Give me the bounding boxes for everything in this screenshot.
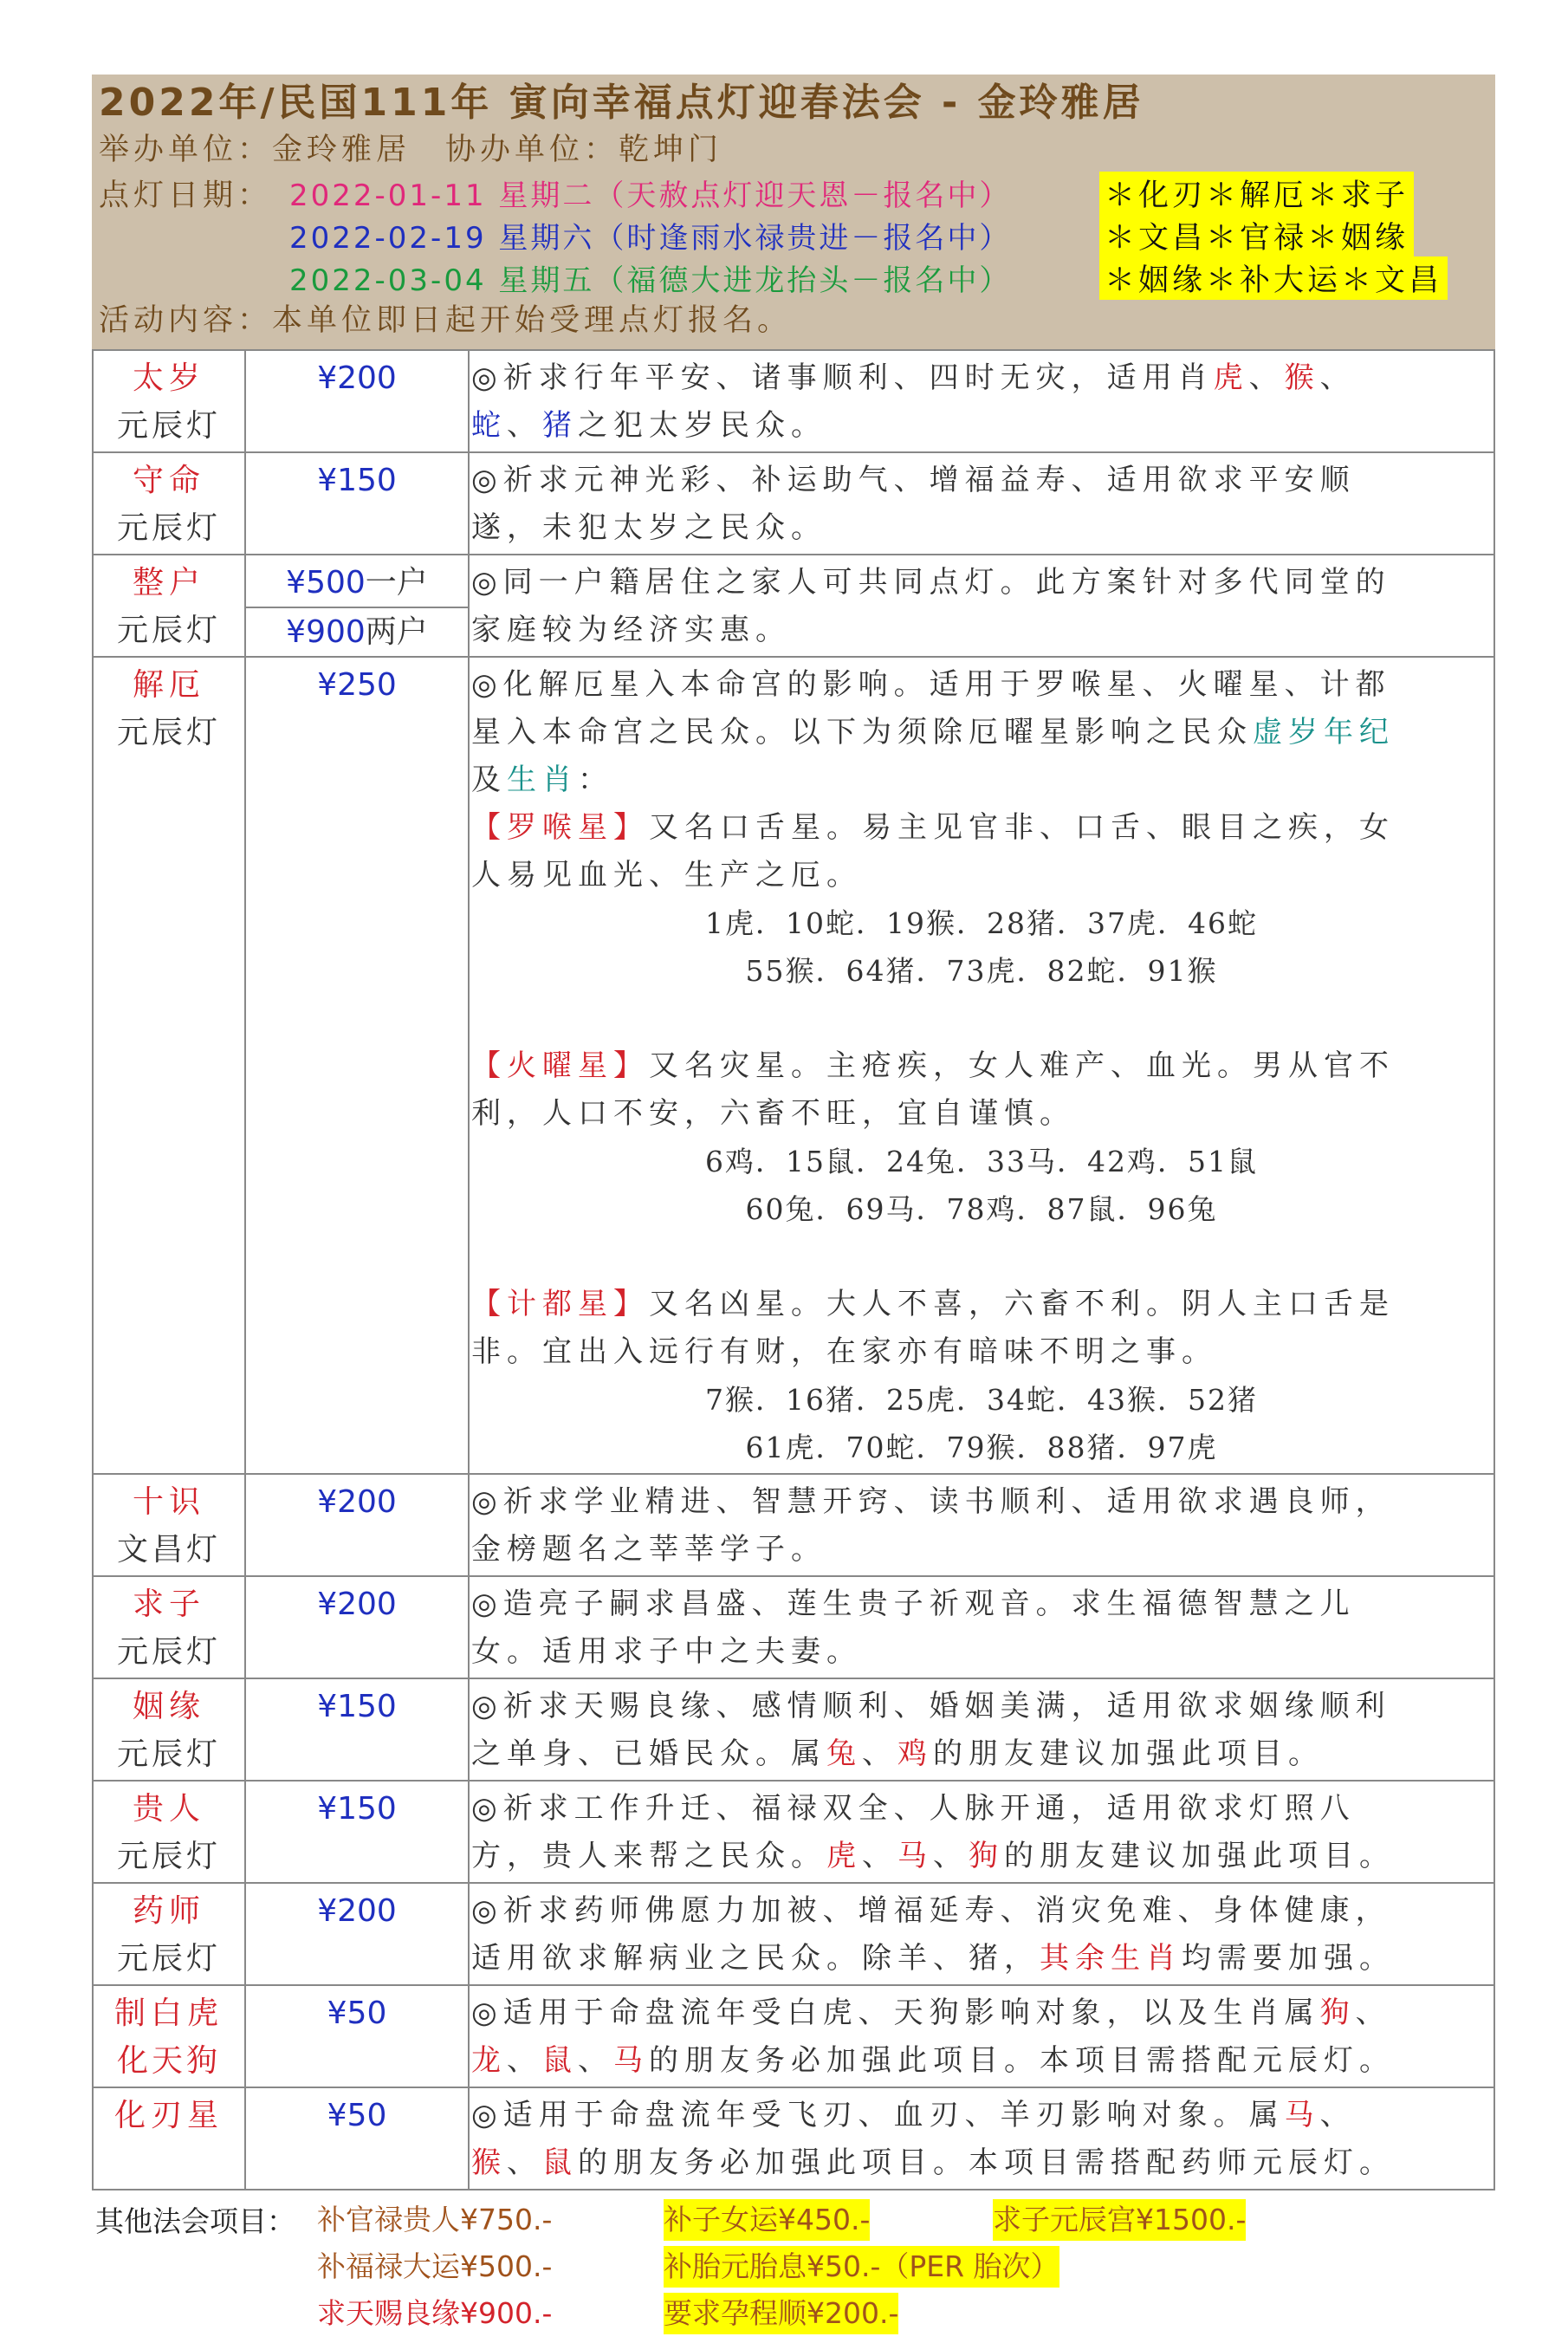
lamp-name-cell <box>93 1576 245 1678</box>
lamp-name: 太岁 <box>132 360 205 396</box>
activity-line: 活动内容：本单位即日起开始受理点灯报名。 <box>99 303 793 338</box>
dates-label: 点灯日期： <box>99 178 273 213</box>
date-row <box>99 256 1487 299</box>
lamp-table <box>92 349 1495 2190</box>
other-item: 补胎元胎息¥50.-（PER 胎次） <box>664 2246 1059 2288</box>
date-text: 2022-03-04 星期五（福德大进龙抬头－报名中） <box>289 263 1012 298</box>
lamp-type: 文昌灯 <box>116 1532 221 1567</box>
lamp-price-cell <box>245 1781 469 1883</box>
organizer-line: 举办单位：金玲雅居 协办单位：乾坤门 <box>99 133 723 167</box>
lamp-price: ¥150 <box>317 463 397 498</box>
lamp-price-cell <box>245 1474 469 1576</box>
lamp-price-cell <box>245 1576 469 1678</box>
lamp-name-cell <box>93 1781 245 1883</box>
lamp-name: 制白虎 <box>113 1996 224 2031</box>
lamp-row <box>93 555 1494 657</box>
lamp-price: ¥200 <box>317 360 397 396</box>
lamp-description: ◎祈求学业精进、智慧开窍、读书顺利、适用欲求遇良师， 金榜题名之莘莘学子。 <box>469 1474 1494 1576</box>
lamp-type: 元辰灯 <box>116 510 221 546</box>
zodiac-age-row: 55猴．64猪．73虎．82蛇．91猴 <box>745 954 1218 988</box>
lamp-price: ¥50 <box>327 1996 387 2031</box>
other-item: 求子元辰宫¥1500.- <box>993 2199 1246 2241</box>
lamp-row <box>93 1474 1494 1576</box>
other-item: 要求孕程顺¥200.- <box>664 2293 898 2334</box>
lamp-name: 贵人 <box>132 1791 205 1827</box>
lamp-type: 元辰灯 <box>116 408 221 444</box>
lamp-price-cell <box>245 1985 469 2087</box>
lamp-price-cell <box>245 1678 469 1781</box>
lamp-type: 元辰灯 <box>116 1736 221 1772</box>
lamp-description: ◎祈求工作升迁、福禄双全、人脉开通，适用欲求灯照八 方，贵人来帮之民众。虎、马、狗的朋友建议加强此项目。 <box>469 1781 1494 1883</box>
lamp-row <box>93 657 1494 1474</box>
lamp-price-alt: ¥900两户 <box>246 607 468 656</box>
lamp-name: 药师 <box>132 1893 205 1929</box>
lamp-name: 解厄 <box>132 667 205 703</box>
lamp-price-cell <box>245 555 469 657</box>
other-item: 求天赐良缘¥900.- <box>317 2296 553 2330</box>
other-item: 补子女运¥450.- <box>664 2199 870 2241</box>
lamp-name-cell <box>93 350 245 452</box>
lamp-price-cell <box>245 2087 469 2190</box>
lamp-name: 求子 <box>132 1587 205 1622</box>
lamp-name: 十识 <box>132 1484 205 1520</box>
zodiac-age-row: 1虎．10蛇．19猴．28猪．37虎．46蛇 <box>705 906 1258 940</box>
lamp-row <box>93 452 1494 555</box>
lamp-type: 化天狗 <box>116 2043 221 2079</box>
zodiac-age-row: 6鸡．15鼠．24兔．33马．42鸡．51鼠 <box>705 1145 1258 1178</box>
lamp-description: ◎造亮子嗣求昌盛、莲生贵子祈观音。求生福德智慧之儿 女。适用求子中之夫妻。 <box>469 1576 1494 1678</box>
date-text: 2022-01-11 星期二（天赦点灯迎天恩－报名中） <box>289 178 1012 213</box>
lamp-description: ◎祈求天赐良缘、感情顺利、婚姻美满，适用欲求姻缘顺利 之单身、已婚民众。属兔、鸡的朋友建议加强此项目。 <box>469 1678 1494 1781</box>
lamp-row <box>93 1883 1494 1985</box>
lamp-name: 整户 <box>132 565 205 600</box>
lamp-festival-sheet <box>92 75 1495 2343</box>
lamp-name-cell <box>93 657 245 1474</box>
lamp-type: 元辰灯 <box>116 613 221 648</box>
lamp-description: ◎同一户籍居住之家人可共同点灯。此方案针对多代同堂的 家庭较为经济实惠。 <box>469 555 1494 657</box>
date-tags: ＊姻缘＊补大运＊文昌 <box>1099 256 1448 300</box>
date-tags: ＊文昌＊官禄＊姻缘 <box>1099 214 1414 257</box>
page-title: 2022年/民国111年 寅向幸福点灯迎春法会 - 金玲雅居 <box>99 81 1144 125</box>
lamp-row <box>93 1576 1494 1678</box>
lamp-row <box>93 350 1494 452</box>
zodiac-age-row: 61虎．70蛇．79猴．88猪．97虎 <box>745 1431 1218 1464</box>
lamp-description: ◎祈求药师佛愿力加被、增福延寿、消灾免难、身体健康， 适用欲求解病业之民众。除羊、猪，其余生肖均需要加强。 <box>469 1883 1494 1985</box>
lamp-description: ◎祈求元神光彩、补运助气、增福益寿、适用欲求平安顺 遂，未犯太岁之民众。 <box>469 452 1494 555</box>
lamp-price: ¥200 <box>317 1484 397 1520</box>
lamp-price: ¥500一户 <box>286 565 428 600</box>
lamp-name-cell <box>93 1883 245 1985</box>
lamp-name-cell <box>93 2087 245 2190</box>
lamp-name: 姻缘 <box>132 1689 205 1724</box>
lamp-description: ◎化解厄星入本命宫的影响。适用于罗喉星、火曜星、计都 星入本命宫之民众。以下为须除厄曜星影响之民众虚岁年纪 及生肖： 【罗喉星】又名口舌星。易主见官非、口舌、眼目之疾，女 人易见血光、生产之厄。 1虎．10蛇．19猴．28猪．37虎．46蛇 55猴．64猪．73虎．82蛇．91猴 【火曜星】又名灾星。主疮疾，女人难产、血光。男从官不 利，人口不安，六畜不旺，宜自谨慎。 6鸡．15鼠．24兔．33马．42鸡．51鼠 60兔．69马．78鸡．87鼠．96兔 【计都星】又名凶星。大人不喜，六畜不利。阴人主口舌是 非。宜出入远行有财，在家亦有暗味不明之事。 7猴．16猪．25虎．34蛇．43猴．52猪 61虎．70蛇．79猴．88猪．97虎 <box>469 657 1494 1474</box>
other-item: 补官禄贵人¥750.- <box>317 2203 553 2236</box>
lamp-row <box>93 1678 1494 1781</box>
lamp-price-cell <box>245 1883 469 1985</box>
lamp-price: ¥200 <box>317 1587 397 1622</box>
date-text: 2022-02-19 星期六（时逢雨水禄贵进－报名中） <box>289 221 1012 256</box>
lamp-description: ◎适用于命盘流年受飞刃、血刃、羊刃影响对象。属马、 猴、鼠的朋友务必加强此项目。本项目需搭配药师元辰灯。 <box>469 2087 1494 2190</box>
lamp-price: ¥250 <box>317 667 397 703</box>
lamp-name-cell <box>93 1678 245 1781</box>
header-block <box>92 75 1495 349</box>
lamp-description: ◎适用于命盘流年受白虎、天狗影响对象，以及生肖属狗、 龙、鼠、马的朋友务必加强此项目。本项目需搭配元辰灯。 <box>469 1985 1494 2087</box>
lamp-name: 守命 <box>132 463 205 498</box>
lamp-type: 元辰灯 <box>116 1941 221 1976</box>
lamp-row <box>93 1985 1494 2087</box>
lamp-name-cell <box>93 1474 245 1576</box>
lamp-name: 化刃星 <box>113 2098 224 2133</box>
lamp-type: 元辰灯 <box>116 715 221 750</box>
lamp-name-cell <box>93 555 245 657</box>
lighting-dates <box>99 172 1487 299</box>
date-row <box>99 172 1487 214</box>
lamp-price-cell <box>245 350 469 452</box>
lamp-row <box>93 1781 1494 1883</box>
lamp-type: 元辰灯 <box>116 1634 221 1670</box>
other-item: 补福禄大运¥500.- <box>317 2249 553 2283</box>
other-items-label: 其他法会项目： <box>95 2204 295 2238</box>
lamp-price-cell <box>245 452 469 555</box>
lamp-name-cell <box>93 452 245 555</box>
lamp-description: ◎祈求行年平安、诸事顺利、四时无灾，适用肖虎、猴、 蛇、猪之犯太岁民众。 <box>469 350 1494 452</box>
zodiac-age-row: 7猴．16猪．25虎．34蛇．43猴．52猪 <box>705 1383 1258 1417</box>
zodiac-age-row: 60兔．69马．78鸡．87鼠．96兔 <box>745 1192 1218 1226</box>
lamp-price: ¥150 <box>317 1689 397 1724</box>
lamp-name-cell <box>93 1985 245 2087</box>
lamp-row <box>93 2087 1494 2190</box>
lamp-price: ¥50 <box>327 2098 387 2133</box>
date-tags: ＊化刃＊解厄＊求子 <box>1099 172 1414 215</box>
lamp-price-cell <box>245 657 469 1474</box>
lamp-price: ¥150 <box>317 1791 397 1827</box>
lamp-type: 元辰灯 <box>116 1839 221 1874</box>
lamp-price: ¥200 <box>317 1893 397 1929</box>
date-row <box>99 214 1487 256</box>
